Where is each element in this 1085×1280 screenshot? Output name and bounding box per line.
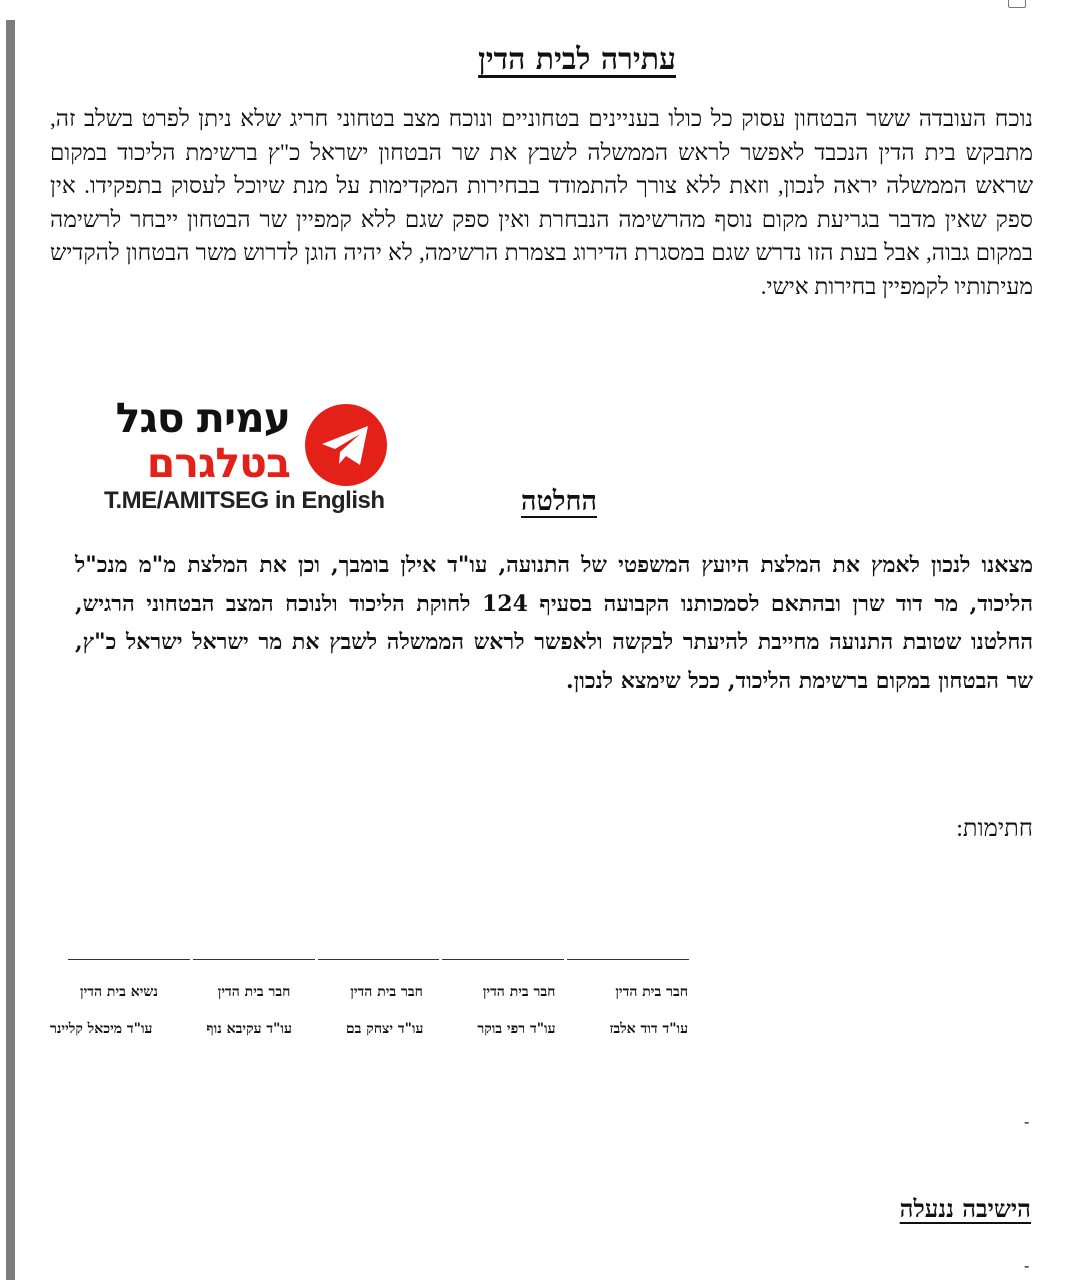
corner-checkbox[interactable]	[1008, 0, 1026, 8]
signatory-name: עו"ד רפי בוקר	[477, 1021, 556, 1037]
document-title: עתירה לבית הדין	[478, 42, 676, 77]
decision-heading: החלטה	[521, 486, 597, 517]
signatory-name: עו"ד עקיבא נוף	[206, 1021, 292, 1037]
logo-line-1: עמית סגל	[115, 394, 290, 442]
closing-statement: הישיבה ננעלה	[899, 1194, 1031, 1223]
dash-mark: -	[1024, 1112, 1030, 1131]
signature-line	[567, 959, 689, 962]
logo-line-3: T.ME/AMITSEG in English	[104, 487, 385, 514]
signatory-role: חבר בית הדין	[615, 984, 688, 1000]
signatory-name: עו"ד דוד אלבז	[609, 1021, 688, 1037]
signatures-label: חתימות:	[956, 816, 1033, 842]
signatory-roles	[80, 983, 688, 1001]
telegram-plane-icon	[298, 402, 394, 488]
signature-line	[442, 959, 564, 962]
dash-mark: -	[1024, 1256, 1030, 1275]
petition-paragraph: נוכח העובדה ששר הבטחון עסוק כל כולו בעניינים בטחוניים ונוכח מצב בטחוני חריג שלא ניתן לפרט בשלב זה, מתבקש בית הדין הנכבד לאפשר לראש הממשלה לשבץ את שר הבטחון ישראל כ"ץ ברשימת הליכוד במקום שראש הממשלה יראה לנכון, וזאת ללא צורך להתמודד בבחירות המקדימות על מנת שיוכל לעסוק בתפקידו. אין ספק שאין מדבר בגריעת מקום נוסף מהרשימה הנבחרת ואין ספק שגם ללא קמפיין שר הבטחון ייבחר לרשימה במקום גבוה, אבל בעת הזו נדרש שגם במסגרת הדירוג בצמרת הרשימה, לא יהיה הוגן לדרוש משר הבטחון להקדיש מעיתותיו לקמפיין בחירות אישי.	[50, 106, 1033, 299]
signatory-role: חבר בית הדין	[350, 984, 423, 1000]
channel-logo	[100, 394, 396, 520]
signatory-name: עו"ד יצחק בם	[345, 1021, 424, 1037]
decision-paragraph: מצאנו לנכון לאמץ את המלצת היועץ המשפטי של התנועה, עו"ד אילן בומבך, וכן את המלצת מ"מ מנכ"ל הליכוד, מר דוד שרן ובהתאם לסמכותנו הקבועה בסעיף 124 לחוקת הליכוד ולנוכח המצב הבטחוני הרגיש, החלטנו שטובת התנועה מחייבת להיעתר לבקשה ולאפשר לראש הממשלה לשבץ את מר ישראל ישראל כ"ץ, שר הבטחון במקום ברשימת הליכוד, ככל שימצא לנכון.	[75, 552, 1034, 694]
signature-lines	[68, 959, 689, 962]
signature-line	[193, 959, 315, 962]
scroll-edge-bar	[6, 20, 15, 1280]
signatory-names	[50, 1020, 688, 1038]
signatory-role: נשיא בית הדין	[80, 984, 158, 1000]
signatory-role: חבר בית הדין	[217, 984, 291, 1000]
signature-line	[318, 959, 440, 962]
signature-line	[68, 959, 190, 962]
logo-line-2: בטלגרם	[146, 439, 290, 487]
signatory-role: חבר בית הדין	[482, 984, 556, 1000]
signatory-name: עו"ד מיכאל קליינר	[50, 1021, 153, 1037]
